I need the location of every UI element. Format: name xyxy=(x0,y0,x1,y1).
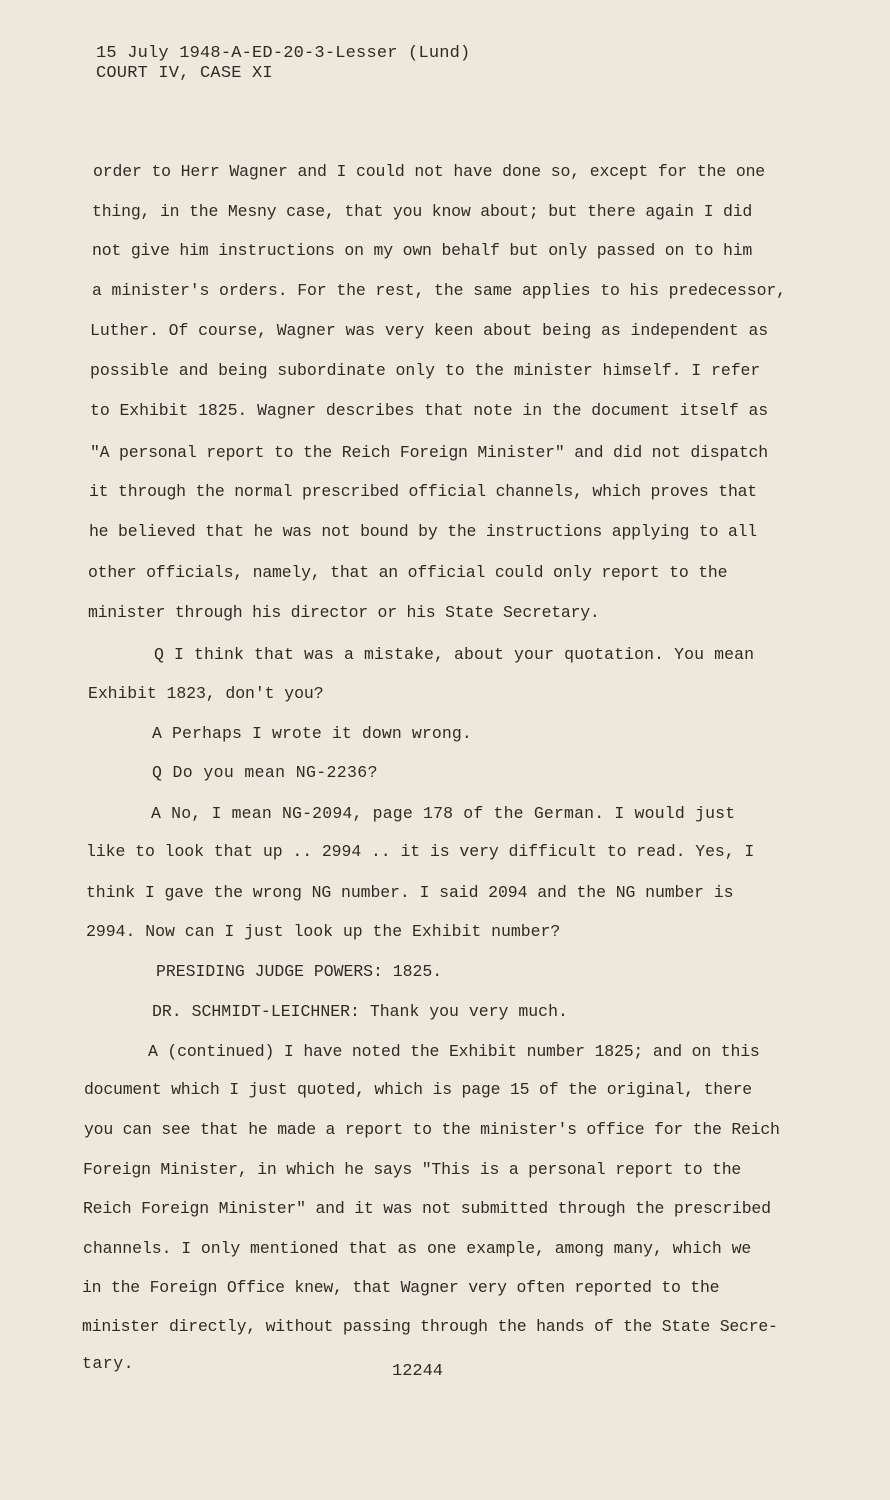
body-line: possible and being subordinate only to the minister himself. I refer xyxy=(90,361,761,380)
speaker-line: PRESIDING JUDGE POWERS: 1825. xyxy=(156,962,443,981)
answer-line: A Perhaps I wrote it down wrong. xyxy=(152,724,472,743)
answer-line: A No, I mean NG-2094, page 178 of the German. I would just xyxy=(151,804,736,823)
question-line: Q Do you mean NG-2236? xyxy=(152,763,378,782)
body-line: 2994. Now can I just look up the Exhibit number? xyxy=(86,922,561,941)
body-line: Foreign Minister, in which he says "This is a personal report to the xyxy=(83,1160,742,1179)
header-date-reference: 15 July 1948-A-ED-20-3-Lesser (Lund) xyxy=(96,44,471,63)
speaker-line: DR. SCHMIDT-LEICHNER: Thank you very much. xyxy=(152,1002,568,1021)
body-line: to Exhibit 1825. Wagner describes that note in the document itself as xyxy=(90,401,769,420)
body-line: Reich Foreign Minister" and it was not submitted through the prescribed xyxy=(83,1199,771,1218)
answer-line: A (continued) I have noted the Exhibit number 1825; and on this xyxy=(148,1042,760,1061)
body-line: Exhibit 1823, don't you? xyxy=(88,684,324,703)
body-line: order to Herr Wagner and I could not have done so, except for the one xyxy=(93,162,766,181)
body-line: like to look that up .. 2994 .. it is very difficult to read. Yes, I xyxy=(86,842,755,861)
body-line: he believed that he was not bound by the instructions applying to all xyxy=(89,522,757,541)
body-line: thing, in the Mesny case, that you know about; but there again I did xyxy=(92,202,753,221)
body-line: not give him instructions on my own behalf but only passed on to him xyxy=(92,241,753,260)
body-line: Luther. Of course, Wagner was very keen about being as independent as xyxy=(90,321,769,340)
body-line: document which I just quoted, which is page 15 of the original, there xyxy=(84,1080,752,1099)
body-line: it through the normal prescribed official channels, which proves that xyxy=(89,482,757,501)
body-line: in the Foreign Office knew, that Wagner very often reported to the xyxy=(82,1278,720,1297)
body-line: channels. I only mentioned that as one example, among many, which we xyxy=(83,1239,752,1258)
body-line: think I gave the wrong NG number. I said 2094 and the NG number is xyxy=(86,883,734,902)
body-line: tary. xyxy=(82,1354,135,1373)
header-court-case: COURT IV, CASE XI xyxy=(96,64,273,83)
body-line: a minister's orders. For the rest, the same applies to his predecessor, xyxy=(92,281,786,300)
page-number: 12244 xyxy=(392,1362,444,1381)
body-line: minister through his director or his State Secretary. xyxy=(88,603,600,622)
body-line: you can see that he made a report to the minister's office for the Reich xyxy=(84,1120,780,1139)
body-line: other officials, namely, that an official could only report to the xyxy=(88,563,728,582)
question-line: Q I think that was a mistake, about your quotation. You mean xyxy=(154,645,755,664)
body-line: "A personal report to the Reich Foreign Minister" and did not dispatch xyxy=(90,443,768,462)
body-line: minister directly, without passing through the hands of the State Secre- xyxy=(82,1317,778,1336)
